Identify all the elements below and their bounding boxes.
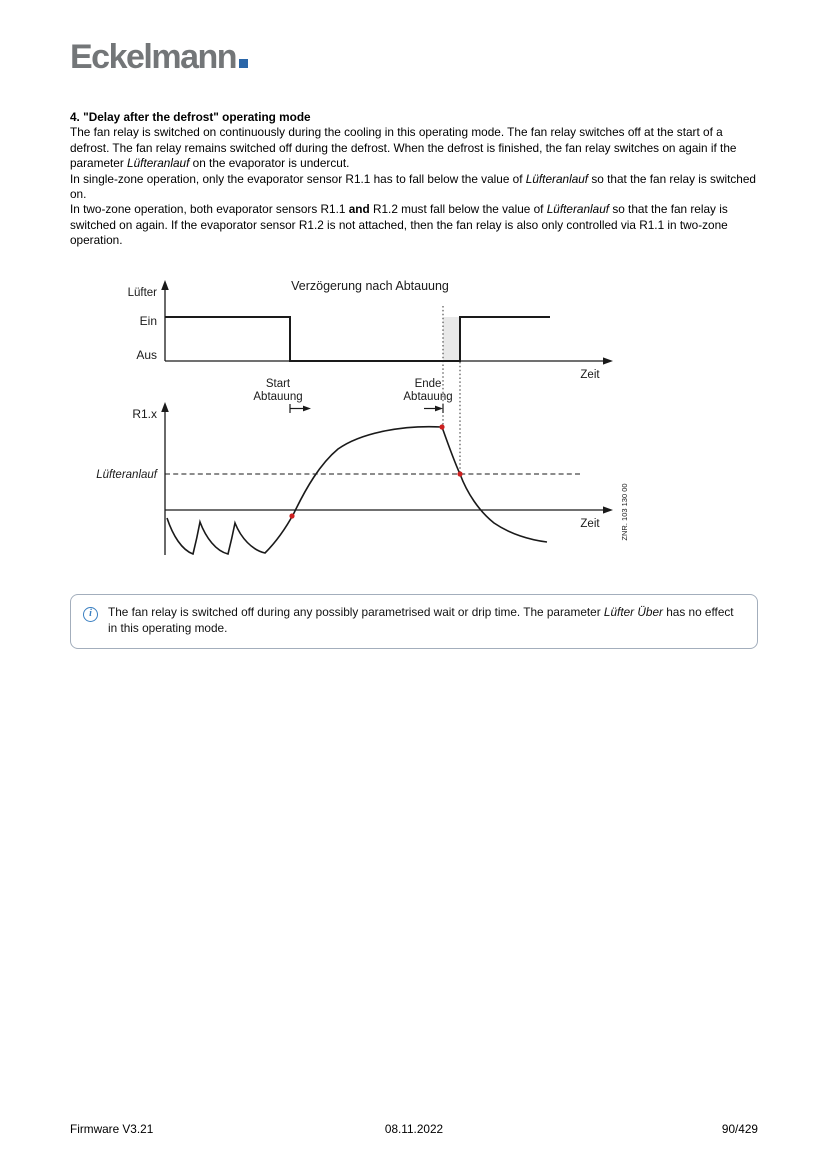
note-text-start: The fan relay is switched off during any possibly parametrised wait or drip time. The parameter (108, 605, 604, 619)
logo-blue-square-icon (239, 59, 248, 68)
start-defrost-label-1: Start (265, 378, 291, 390)
delay-shaded-region (443, 317, 460, 361)
marker-defrost-end-dot (439, 424, 444, 429)
section-content (70, 110, 760, 249)
footer-page-number: 90/429 (721, 1122, 758, 1136)
paragraph-3-text-end: so that the fan relay is switched on again. If the evaporator sensor R1.2 is not attached, then the fan relay is also only controlled via R1.1 in two-zone operation. (70, 202, 728, 248)
start-defrost-arrow-icon (303, 406, 311, 412)
eckelmann-logo (70, 40, 248, 74)
defrost-timing-diagram (60, 272, 640, 567)
paragraph-2-text-end: so that the fan relay is switched on. (70, 171, 756, 202)
time-label-bottom: Zeit (580, 518, 600, 530)
timing-diagram-svg (60, 272, 640, 567)
paragraph-3 (70, 202, 760, 248)
paragraph-3-emphasis: and (348, 202, 370, 217)
end-defrost-label-1: Ende (414, 378, 442, 390)
time-label-top: Zeit (580, 369, 600, 381)
end-defrost-label-2: Abtauung (403, 391, 453, 403)
paragraph-1-text: The fan relay is switched on continuously during the cooling in this operating mode. The fan relay switches off at the start of a defrost. The fan relay remains switched off during the defrost. When the defrost is finished, the fan relay switches on again if the parameter (70, 125, 737, 171)
marker-threshold-crossing-dot (457, 471, 462, 476)
logo-text: Eckelmann (70, 38, 237, 76)
fan-axis-label: Lüfter (127, 287, 157, 299)
drawing-number: ZNR. 103 130 00 (620, 483, 629, 541)
note-parameter: Lüfter Über (603, 605, 663, 619)
sensor-y-axis-arrow-icon (161, 402, 169, 412)
paragraph-1-parameter: Lüfteranlauf (127, 156, 190, 171)
paragraph-2-text: In single-zone operation, only the evaporator sensor R1.1 has to fall below the value of (70, 171, 526, 186)
footer-firmware: Firmware V3.21 (70, 1122, 154, 1136)
paragraph-2 (70, 172, 760, 203)
note-text (108, 605, 743, 636)
paragraph-3-text-mid: R1.2 must fall below the value of (369, 202, 547, 217)
paragraph-2-parameter: Lüfteranlauf (525, 171, 589, 186)
info-note-box (70, 594, 758, 649)
paragraph-1-text-end: on the evaporator is undercut. (189, 156, 350, 171)
page-footer (70, 1122, 758, 1136)
marker-defrost-start-dot (289, 513, 294, 518)
fan-off-label: Aus (136, 348, 157, 362)
paragraph-3-parameter: Lüfteranlauf (546, 202, 610, 217)
footer-date: 08.11.2022 (384, 1122, 444, 1136)
fan-y-axis-arrow-icon (161, 280, 169, 290)
fan-relay-square-wave (165, 317, 550, 361)
sensor-axis-label: R1.x (132, 407, 157, 421)
start-defrost-label-2: Abtauung (253, 391, 303, 403)
note-text-end: has no effect in this operating mode. (108, 605, 734, 635)
section-heading: 4. "Delay after the defrost" operating mode (70, 110, 311, 124)
fan-x-axis-arrow-icon (603, 357, 613, 364)
info-icon: i (83, 607, 98, 622)
end-defrost-arrow-icon (435, 406, 443, 412)
diagram-title: Verzögerung nach Abtauung (291, 279, 449, 293)
fan-on-label: Ein (139, 314, 157, 328)
paragraph-3-text: In two-zone operation, both evaporator sensors R1.1 (70, 202, 349, 217)
threshold-label: Lüfteranlauf (96, 469, 157, 481)
paragraph-1 (70, 125, 760, 171)
sensor-x-axis-arrow-icon (603, 506, 613, 513)
evaporator-temperature-curve (167, 427, 547, 554)
